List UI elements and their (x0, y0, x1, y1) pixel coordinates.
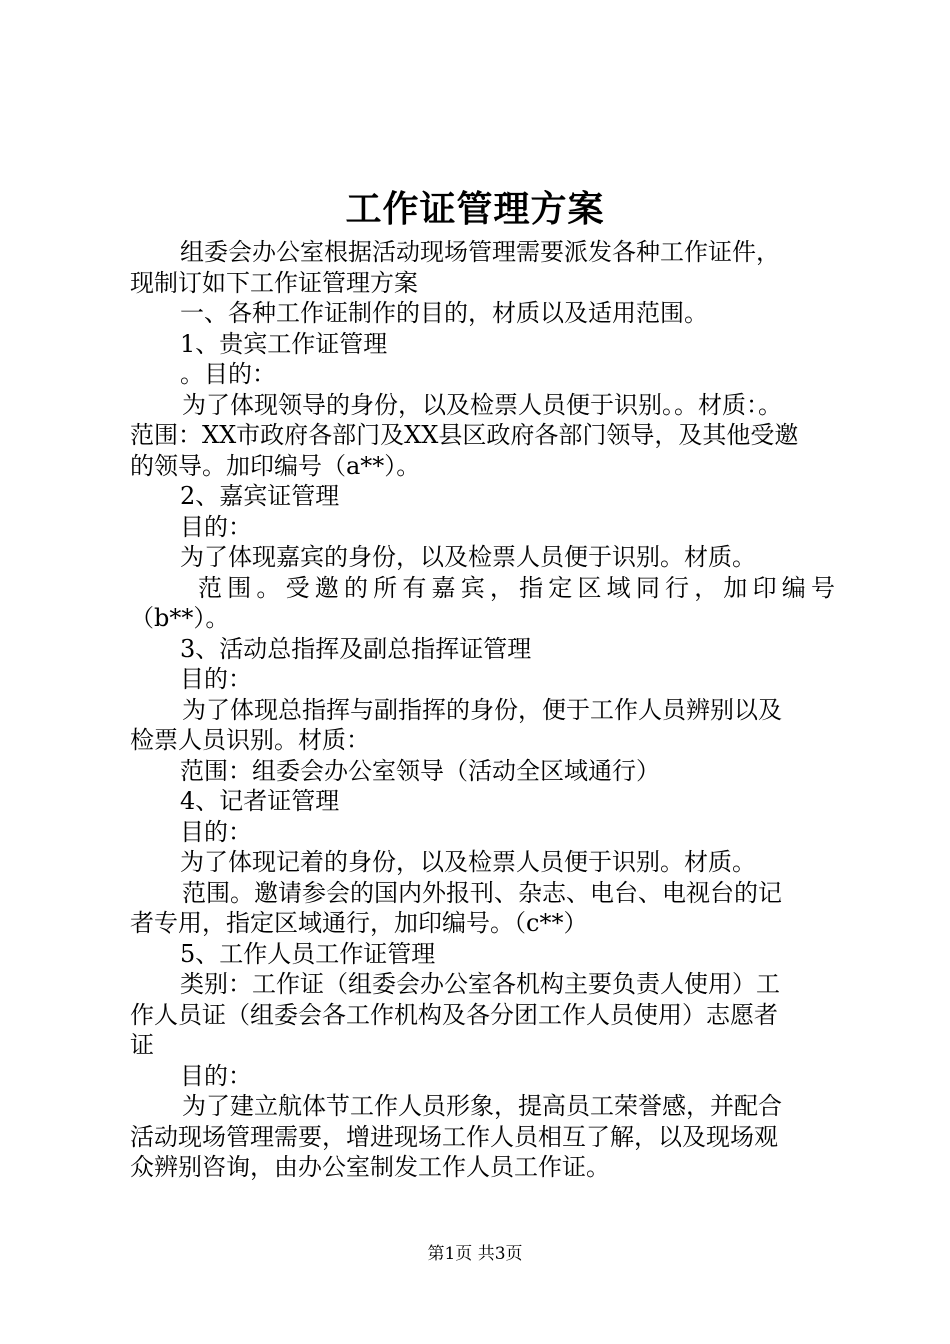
text-line: 目的： (180, 512, 252, 541)
text-line: 范围。邀请参会的国内外报刊、杂志、电台、电视台的记 (182, 878, 782, 907)
text-line: 现制订如下工作证管理方案 (130, 268, 418, 297)
text-line: 活动现场管理需要，增进现场工作人员相互了解，以及现场观 (130, 1122, 778, 1151)
text-line: 为了体现领导的身份，以及检票人员便于识别。。材质：。 (182, 390, 782, 419)
text-line: 者专用，指定区域通行，加印编号。（c**） (130, 909, 588, 937)
text-line: 目的： (180, 1061, 252, 1090)
page-title: 工作证管理方案 (345, 188, 605, 230)
text-line: 组委会办公室根据活动现场管理需要派发各种工作证件， (180, 238, 780, 266)
text-line: 作人员证（组委会各工作机构及各分团工作人员使用）志愿者 (130, 1000, 778, 1029)
text-line: 目的： (180, 817, 252, 846)
text-line: 5、工作人员工作证管理 (180, 939, 436, 968)
text-line: 4、记者证管理 (180, 787, 340, 815)
page-number-footer: 第1页 共3页 (427, 1244, 523, 1264)
text-line: 目的： (180, 665, 252, 693)
text-line: 为了体现嘉宾的身份，以及检票人员便于识别。材质。 (180, 543, 756, 571)
text-line: 3、活动总指挥及副总指挥证管理 (180, 634, 532, 663)
text-line: 1、贵宾工作证管理 (180, 329, 388, 358)
text-line: 的领导。加印编号（a**）。 (130, 451, 421, 480)
text-line: 一、各种工作证制作的目的，材质以及适用范围。 (180, 299, 708, 327)
text-line: 范围。受邀的所有嘉宾，指定区域同行，加印编号 (198, 573, 835, 602)
text-line: 众辨别咨询，由办公室制发工作人员工作证。 (130, 1153, 610, 1181)
document-body (130, 237, 835, 1183)
text-line: 为了建立航体节工作人员形象，提高员工荣誉感，并配合 (182, 1092, 782, 1120)
text-line: 证 (130, 1031, 154, 1059)
text-line: 为了体现总指挥与副指挥的身份，便于工作人员辨别以及 (182, 695, 782, 724)
text-line: 范围：组委会办公室领导（活动全区域通行） (180, 756, 660, 785)
text-line: 范围：XX市政府各部门及XX县区政府各部门领导，及其他受邀 (130, 421, 799, 449)
text-line: 类别：工作证（组委会办公室各机构主要负责人使用）工 (180, 970, 780, 998)
text-line: 。目的： (180, 360, 276, 388)
text-line: 为了体现记着的身份，以及检票人员便于识别。材质。 (180, 848, 756, 876)
text-line: 2、嘉宾证管理 (180, 482, 340, 510)
text-line: （b**）。 (130, 604, 230, 632)
text-line: 检票人员识别。材质： (130, 726, 370, 754)
